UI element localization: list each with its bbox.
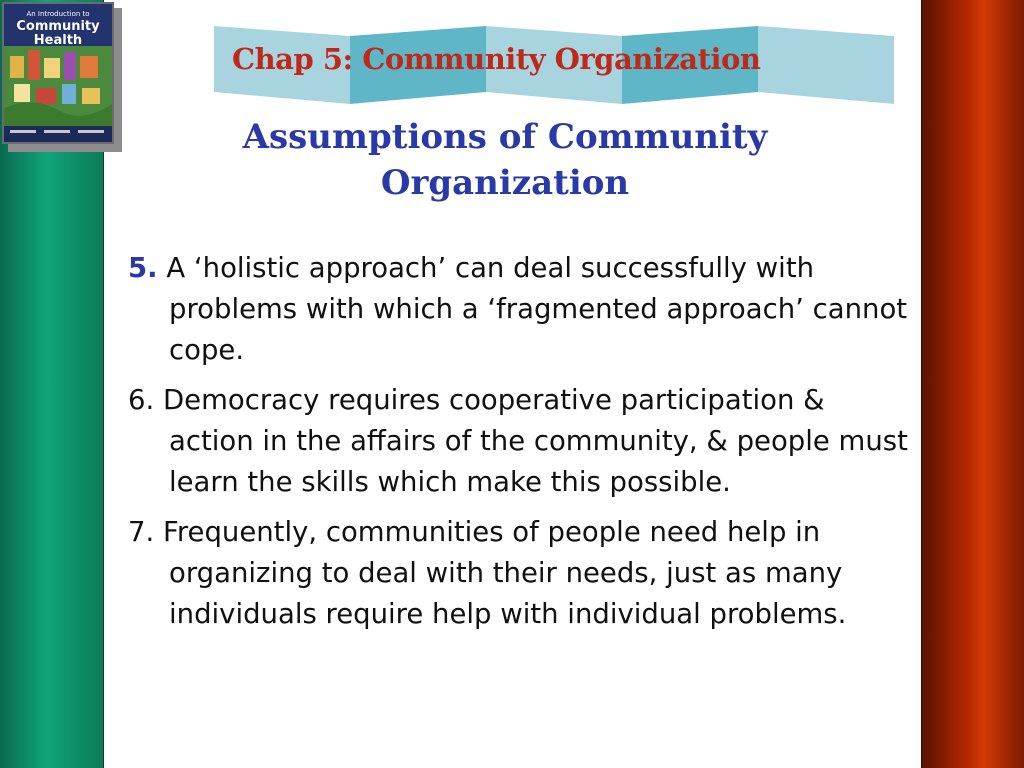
list-item — [128, 512, 913, 635]
slide-title: Assumptions of Community Organization — [242, 117, 768, 203]
assumption-list — [128, 248, 913, 644]
item-text: Frequently, communities of people need help in organizing to deal with their needs, just as many individuals require help with individual problems. — [163, 516, 847, 630]
list-item — [128, 380, 913, 503]
right-decorative-bar — [921, 0, 1024, 768]
item-number: 7. — [128, 516, 155, 548]
chapter-title: Chap 5: Community Organization — [232, 42, 761, 76]
book-title-line2: Community — [16, 19, 100, 34]
item-number: 5. — [128, 252, 158, 284]
book-cover-image — [2, 2, 114, 144]
item-text: Democracy requires cooperative participation & action in the affairs of the community, & people must learn the skills which make this possible. — [163, 384, 908, 498]
item-text: A ‘holistic approach’ can deal successfully with problems with which a ‘fragmented approach’ cannot cope. — [166, 252, 908, 366]
book-cover-illustration — [4, 4, 112, 142]
book-title-line1: An Introduction to — [26, 10, 90, 18]
list-item — [128, 248, 913, 371]
item-number: 6. — [128, 384, 155, 416]
book-title-line3: Health — [33, 33, 83, 48]
